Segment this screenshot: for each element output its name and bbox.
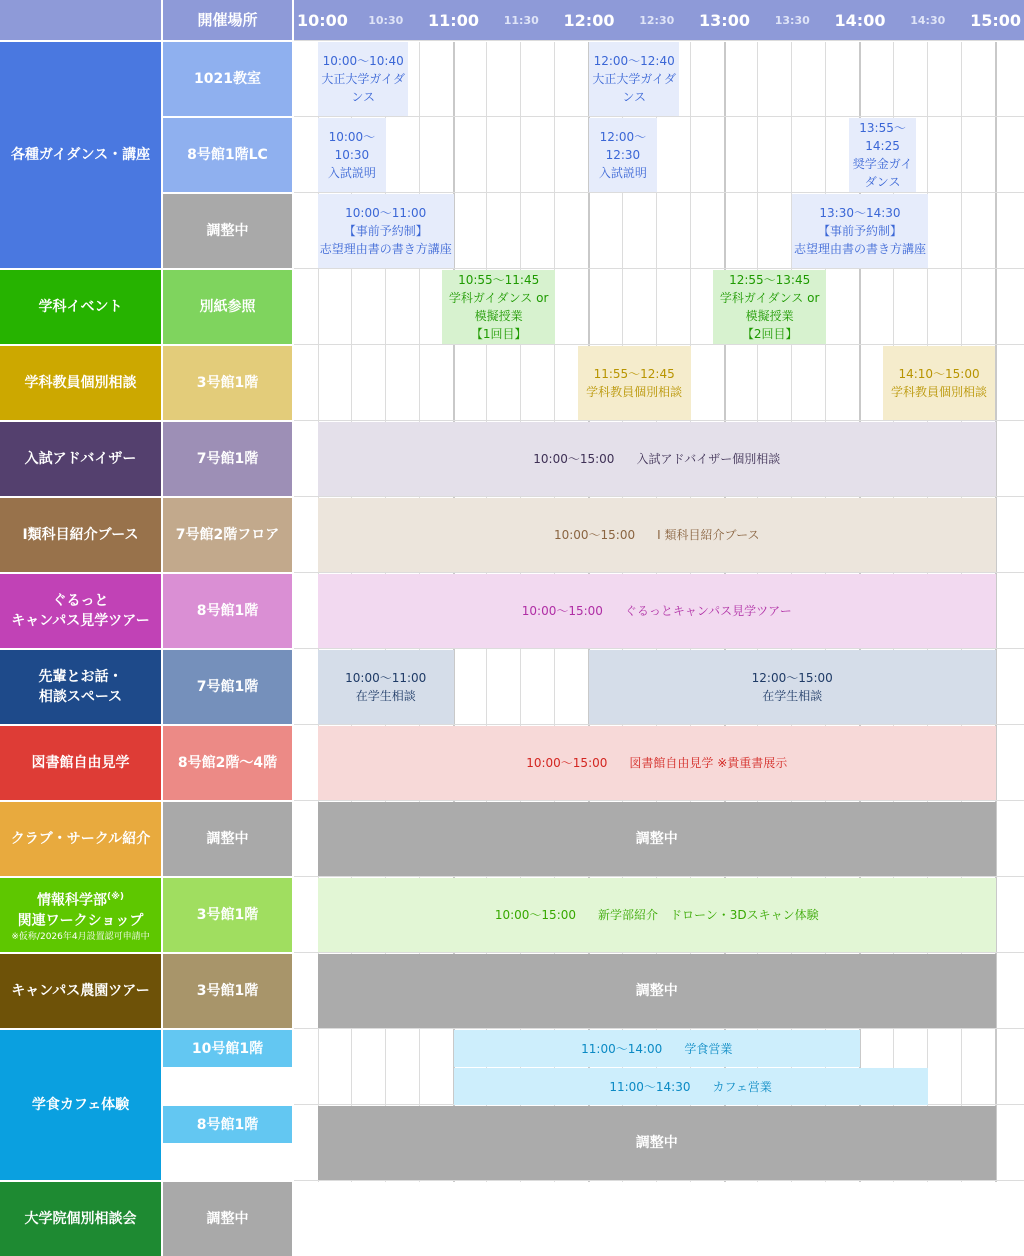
event-time: 10:00～10:40 xyxy=(322,54,404,68)
location-cell: 8号館2階～4階 xyxy=(163,726,292,800)
category-label-line: ぐるっと xyxy=(52,593,109,609)
category-cell xyxy=(0,878,161,952)
event-label: ぐるっとキャンパス見学ツアー xyxy=(624,604,792,618)
grid-line-horizontal xyxy=(294,876,1024,877)
event-block xyxy=(578,346,691,420)
event-label: 【事前予約制】 xyxy=(343,224,428,238)
category-cell xyxy=(0,726,161,800)
event-label: 入試アドバイザー個別相談 xyxy=(636,452,781,466)
time-tick-major: 12:00 xyxy=(563,10,615,30)
category-label-line: 学食カフェ体験 xyxy=(31,1097,130,1113)
event-time: 11:00～14:30 xyxy=(609,1079,691,1094)
event-label: 調整中 xyxy=(635,831,678,847)
event-time: 13:55～14:25 xyxy=(859,121,906,153)
category-label-line: 学科教員個別相談 xyxy=(24,375,137,391)
category-label-line: 各種ガイダンス・講座 xyxy=(10,147,151,163)
event-time: 10:00～15:00 xyxy=(553,528,636,542)
event-time: 10:00～15:00 xyxy=(521,604,603,618)
header-location-label: 開催場所 xyxy=(163,0,292,40)
location-cell: 8号館1階LC xyxy=(163,118,292,192)
time-tick-major: 10:00 xyxy=(297,10,348,30)
event-block xyxy=(589,650,996,724)
event-label: 【2回目】 xyxy=(741,327,798,341)
category-cell xyxy=(0,422,161,496)
location-cell: 8号館1階 xyxy=(163,1106,292,1143)
event-time: 12:00～12:30 xyxy=(599,130,647,162)
event-block xyxy=(318,422,996,496)
category-label-line: 図書館自由見学 xyxy=(31,755,130,771)
category-cell xyxy=(0,574,161,648)
location-cell: 調整中 xyxy=(163,1182,292,1256)
category-label-line: 先輩とお話・ xyxy=(38,669,123,685)
event-label: 志望理由書の書き方講座 xyxy=(793,242,926,256)
category-cell xyxy=(0,954,161,1028)
event-label: 【1回目】 xyxy=(470,327,527,341)
event-label: カフェ営業 xyxy=(712,1079,772,1094)
event-time: 10:00～11:00 xyxy=(345,206,427,220)
time-tick-major: 14:00 xyxy=(834,10,886,30)
event-time: 10:00～15:00 xyxy=(526,756,608,770)
location-cell: 3号館1階 xyxy=(163,346,292,420)
event-block xyxy=(318,802,996,876)
event-label: 志望理由書の書き方講座 xyxy=(319,242,452,256)
event-time: 12:00～15:00 xyxy=(751,671,833,685)
event-block xyxy=(318,878,996,952)
event-block xyxy=(713,270,826,344)
time-tick-minor: 12:30 xyxy=(639,13,675,27)
event-label: 入試説明 xyxy=(327,166,376,180)
event-block xyxy=(318,42,408,116)
category-label-line: 学科イベント xyxy=(38,299,123,315)
category-label-line: ※仮称/2026年4月設置認可申請中 xyxy=(11,931,150,942)
event-label: 【事前予約制】 xyxy=(817,224,902,238)
time-tick-minor: 13:30 xyxy=(774,13,810,27)
event-block xyxy=(318,118,386,192)
event-time: 10:00～15:00 xyxy=(533,452,615,466)
time-tick-minor: 14:30 xyxy=(910,13,946,27)
event-label: I 類科目紹介ブース xyxy=(657,528,760,542)
category-note-mark: (※) xyxy=(107,892,124,903)
event-block xyxy=(589,118,657,192)
event-time: 10:55～11:45 xyxy=(458,273,540,287)
event-block xyxy=(454,1068,928,1105)
event-label: 調整中 xyxy=(635,983,678,999)
location-cell: 別紙参照 xyxy=(163,270,292,344)
category-label-line: クラブ・サークル紹介 xyxy=(10,831,151,847)
category-label-line: 関連ワークショップ xyxy=(17,912,144,929)
event-block xyxy=(589,42,679,116)
grid-line-horizontal xyxy=(294,648,1024,649)
event-label: 大正大学ガイダンス xyxy=(321,72,405,104)
grid-line-horizontal xyxy=(294,952,1024,953)
event-label: 学食営業 xyxy=(684,1041,733,1056)
event-label: 在学生相談 xyxy=(355,689,416,703)
category-label-line: キャンパス見学ツアー xyxy=(11,613,150,629)
category-cell xyxy=(0,802,161,876)
event-time: 14:10～15:00 xyxy=(898,367,980,381)
grid-line-horizontal xyxy=(294,40,1024,41)
grid-line-horizontal xyxy=(294,420,1024,421)
header-corner xyxy=(0,0,161,40)
category-cell xyxy=(0,270,161,344)
category-cell xyxy=(0,42,161,268)
event-block xyxy=(442,270,555,344)
grid-line-horizontal xyxy=(294,724,1024,725)
event-block xyxy=(318,498,996,572)
time-tick-major: 15:00 xyxy=(970,10,1021,30)
event-block xyxy=(318,726,996,800)
event-time: 12:55～13:45 xyxy=(729,273,811,287)
location-cell: 7号館1階 xyxy=(163,422,292,496)
event-label: 在学生相談 xyxy=(762,689,823,703)
event-time: 11:00～14:00 xyxy=(581,1041,663,1056)
category-cell xyxy=(0,650,161,724)
location-cell: 8号館1階 xyxy=(163,574,292,648)
grid-line-horizontal xyxy=(294,344,1024,345)
time-tick-minor: 10:30 xyxy=(368,13,404,27)
event-label: 学科教員個別相談 xyxy=(891,385,988,399)
grid-line-horizontal xyxy=(294,496,1024,497)
location-cell: 1021教室 xyxy=(163,42,292,116)
category-label-line: 相談スペース xyxy=(38,689,123,705)
grid-line-horizontal xyxy=(294,800,1024,801)
event-block xyxy=(792,194,928,268)
category-label-line: 情報科学部(※) xyxy=(37,892,124,909)
event-label: 調整中 xyxy=(635,1135,678,1151)
event-block xyxy=(318,574,996,648)
category-cell xyxy=(0,346,161,420)
event-label: 学科ガイダンス or 模擬授業 xyxy=(448,291,549,323)
event-label: 新学部紹介 ドローン・3Dスキャン体験 xyxy=(598,908,819,922)
location-cell: 7号館2階フロア xyxy=(163,498,292,572)
event-block xyxy=(883,346,996,420)
location-cell: 調整中 xyxy=(163,802,292,876)
category-label-line: 大学院個別相談会 xyxy=(24,1211,137,1227)
location-cell: 3号館1階 xyxy=(163,878,292,952)
event-time: 10:00～15:00 xyxy=(494,908,577,922)
time-tick-major: 13:00 xyxy=(699,10,750,30)
category-cell xyxy=(0,1030,161,1180)
event-time: 13:30～14:30 xyxy=(819,206,901,220)
time-tick-major: 11:00 xyxy=(428,10,479,30)
event-block xyxy=(318,1106,996,1180)
grid-line-horizontal xyxy=(294,192,1024,193)
category-cell xyxy=(0,1182,161,1256)
event-label: 奨学金ガイダンス xyxy=(852,157,913,189)
event-label: 大正大学ガイダンス xyxy=(592,72,676,104)
location-cell: 調整中 xyxy=(163,194,292,268)
location-cell: 3号館1階 xyxy=(163,954,292,1028)
location-cell: 10号館1階 xyxy=(163,1030,292,1067)
event-block xyxy=(849,118,917,192)
category-label-line: 入試アドバイザー xyxy=(24,451,137,467)
event-block xyxy=(454,1030,861,1067)
event-block xyxy=(318,650,454,724)
event-block xyxy=(318,194,454,268)
time-tick-minor: 11:30 xyxy=(503,13,539,27)
category-label-line: キャンパス農園ツアー xyxy=(11,983,150,999)
event-time: 10:00～10:30 xyxy=(328,130,376,162)
grid-line-horizontal xyxy=(294,116,1024,117)
event-label: 学科ガイダンス or 模擬授業 xyxy=(719,291,820,323)
grid-line-horizontal xyxy=(294,268,1024,269)
event-time: 12:00～12:40 xyxy=(593,54,675,68)
event-label: 学科教員個別相談 xyxy=(586,385,683,399)
event-time: 10:00～11:00 xyxy=(345,671,427,685)
category-cell xyxy=(0,498,161,572)
event-block xyxy=(318,954,996,1028)
grid-line-horizontal xyxy=(294,1180,1024,1181)
location-cell: 7号館1階 xyxy=(163,650,292,724)
grid-line-horizontal xyxy=(294,572,1024,573)
grid-line-horizontal xyxy=(294,1028,1024,1029)
event-time: 11:55～12:45 xyxy=(593,367,675,381)
event-label: 図書館自由見学 ※貴重書展示 xyxy=(629,756,788,770)
category-label-line: I類科目紹介ブース xyxy=(22,527,139,543)
event-label: 入試説明 xyxy=(598,166,647,180)
